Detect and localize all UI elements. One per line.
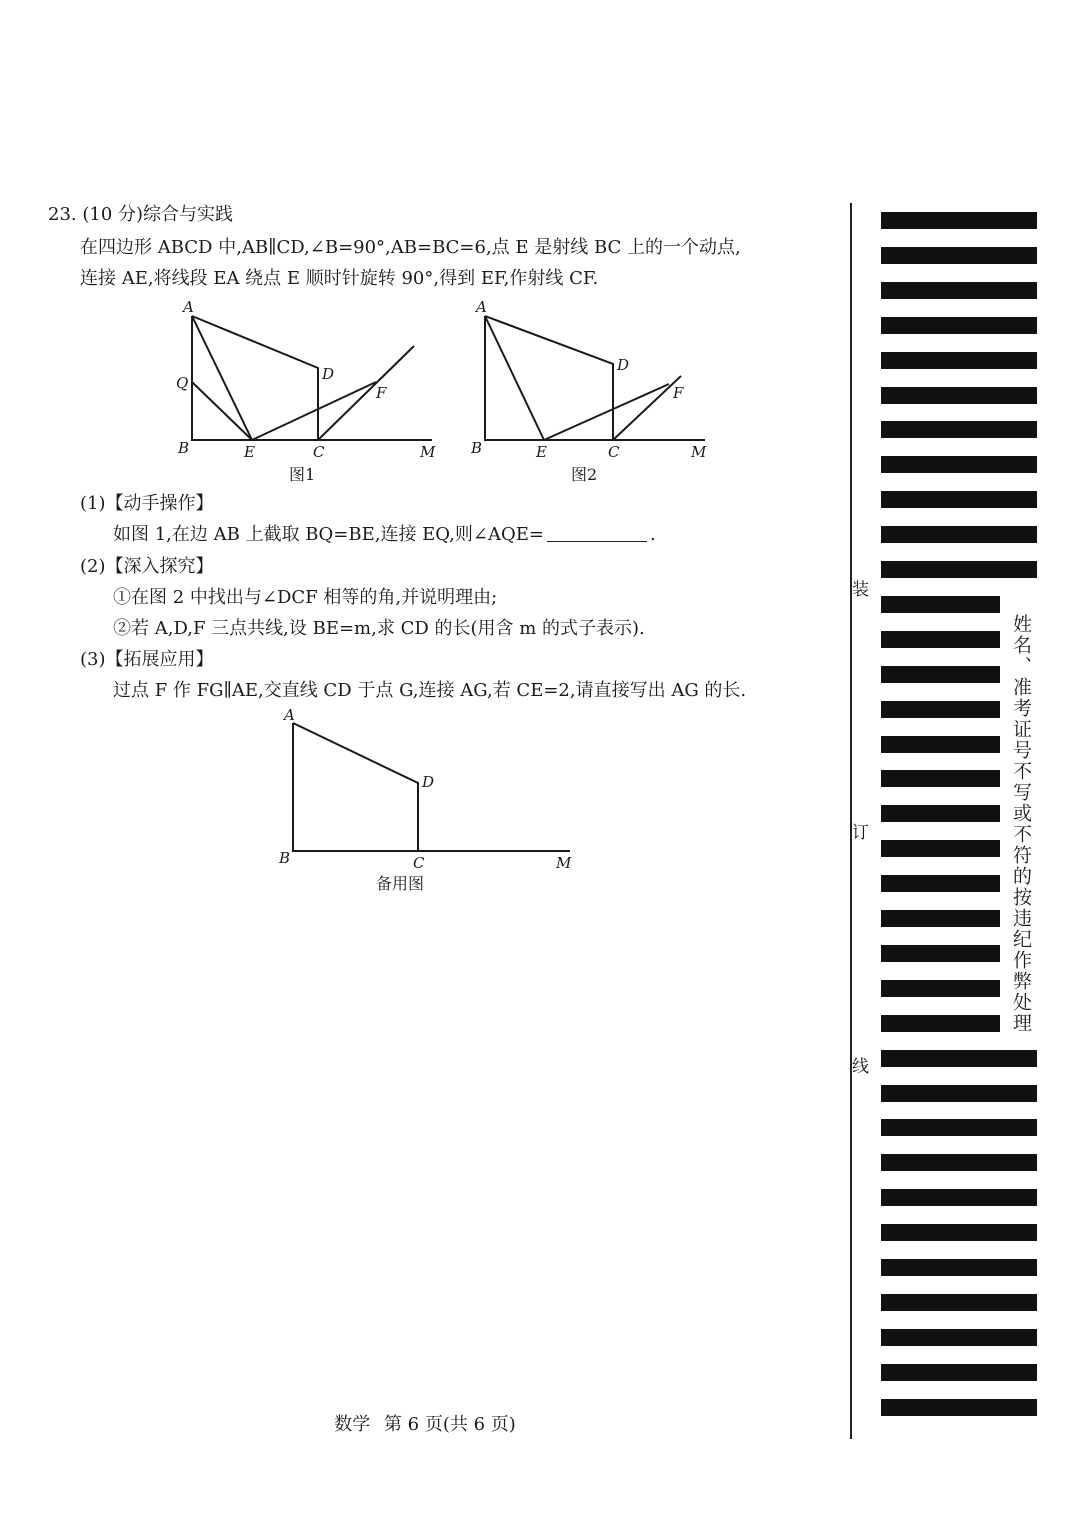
- fig2-label-m: M: [691, 443, 707, 461]
- binding-stripe: [881, 666, 1000, 683]
- binding-stripe: [881, 1294, 1037, 1311]
- spare-label-a: A: [284, 706, 295, 724]
- page-footer: [0, 1410, 850, 1436]
- fig2-label-f: F: [673, 384, 684, 402]
- binding-stripe: [881, 1154, 1037, 1171]
- fig1-segment-qe: [192, 382, 252, 440]
- footer-page: 第 6 页(共 6 页): [383, 1414, 516, 1435]
- fig1-label-d: D: [322, 365, 335, 383]
- binding-stripe: [881, 1085, 1037, 1102]
- binding-stripe: [881, 282, 1037, 299]
- part1-body-text: 如图 1,在边 AB 上截取 BQ=BE,连接 EQ,则∠AQE=: [113, 524, 544, 545]
- fig1-label-e: E: [244, 443, 255, 461]
- binding-stripe: [881, 317, 1037, 334]
- fig1-label-q: Q: [176, 374, 189, 392]
- spare-label-d: D: [422, 773, 435, 791]
- fig1-label-c: C: [313, 443, 325, 461]
- fig2-label-d: D: [617, 356, 630, 374]
- spare-label-c: C: [413, 854, 425, 872]
- fig2-outline: [485, 316, 613, 440]
- fig1-caption: 图1: [289, 465, 316, 484]
- binding-stripe: [881, 212, 1037, 229]
- question-stem-line-2: 连接 AE,将线段 EA 绕点 E 顺时针旋转 90°,得到 EF,作射线 CF.: [80, 268, 599, 289]
- binding-stripe: [881, 910, 1000, 927]
- part1-heading: (1)【动手操作】: [80, 493, 214, 514]
- binding-stripe: [881, 456, 1037, 473]
- question-stem-line-1: 在四边形 ABCD 中,AB∥CD,∠B=90°,AB=BC=6,点 E 是射线 BC 上的一个动点,: [80, 237, 741, 258]
- part2-item-2: ②若 A,D,F 三点共线,设 BE=m,求 CD 的长(用含 m 的式子表示).: [113, 618, 645, 639]
- binding-stripe: [881, 1259, 1037, 1276]
- figure-1: [170, 298, 436, 488]
- figure-2: [465, 298, 715, 488]
- part2-item-1: ①在图 2 中找出与∠DCF 相等的角,并说明理由;: [113, 587, 498, 608]
- part3-heading: (3)【拓展应用】: [80, 649, 214, 670]
- fig1-outline: [192, 316, 318, 440]
- binding-stripe: [881, 980, 1000, 997]
- exam-notice: 姓名、准考证号不写或不符的按违纪作弊处理: [1004, 608, 1038, 1040]
- part1-body: [113, 523, 656, 547]
- fig1-label-f: F: [376, 384, 387, 402]
- binding-stripe: [881, 1189, 1037, 1206]
- binding-stripe: [881, 247, 1037, 264]
- fig1-label-a: A: [183, 298, 194, 316]
- spare-label-m: M: [556, 854, 572, 872]
- binding-char-ding: 订: [852, 823, 869, 843]
- binding-char-zhuang: 装: [852, 580, 869, 600]
- fig2-ray-cf: [613, 376, 681, 440]
- binding-stripe: [881, 1224, 1037, 1241]
- part1-body-end: .: [649, 524, 656, 545]
- binding-stripe: [881, 1399, 1037, 1416]
- spare-caption: 备用图: [376, 874, 425, 893]
- binding-stripe: [881, 1015, 1000, 1032]
- binding-stripe: [881, 770, 1000, 787]
- binding-stripe: [881, 1329, 1037, 1346]
- binding-stripe: [881, 1364, 1037, 1381]
- part3-body: 过点 F 作 FG∥AE,交直线 CD 于点 G,连接 AG,若 CE=2,请直接写出 AG 的长.: [113, 680, 747, 701]
- binding-stripe: [881, 631, 1000, 648]
- binding-stripe: [881, 701, 1000, 718]
- binding-stripe: [881, 1050, 1037, 1067]
- footer-subject: 数学: [334, 1414, 371, 1435]
- binding-stripe: [881, 875, 1000, 892]
- binding-stripe: [881, 491, 1037, 508]
- binding-stripe: [881, 421, 1037, 438]
- fig1-segment-ae: [192, 316, 252, 440]
- spare-outline: [293, 723, 418, 851]
- binding-stripe: [881, 840, 1000, 857]
- fig1-ray-cf: [318, 346, 414, 440]
- spare-label-b: B: [279, 849, 291, 867]
- fig2-label-b: B: [471, 439, 483, 457]
- spare-figure: [276, 705, 576, 900]
- fig1-label-b: B: [178, 439, 190, 457]
- fig2-segment-ef: [544, 384, 669, 440]
- fig1-label-m: M: [420, 443, 436, 461]
- binding-stripe: [881, 805, 1000, 822]
- binding-stripe: [881, 526, 1037, 543]
- binding-stripe: [881, 387, 1037, 404]
- binding-stripe: [881, 1119, 1037, 1136]
- binding-stripe: [881, 352, 1037, 369]
- binding-stripe: [881, 945, 1000, 962]
- question-title: 23. (10 分)综合与实践: [48, 204, 234, 225]
- binding-stripe: [881, 736, 1000, 753]
- binding-stripe: [881, 561, 1037, 578]
- answer-blank[interactable]: [547, 523, 647, 542]
- fig2-label-c: C: [608, 443, 620, 461]
- fig2-label-e: E: [536, 443, 547, 461]
- fig2-caption: 图2: [571, 465, 598, 484]
- binding-char-xian: 线: [852, 1057, 869, 1077]
- binding-stripe: [881, 596, 1000, 613]
- fig2-label-a: A: [476, 298, 487, 316]
- fig1-segment-ef: [252, 382, 376, 440]
- part2-heading: (2)【深入探究】: [80, 556, 214, 577]
